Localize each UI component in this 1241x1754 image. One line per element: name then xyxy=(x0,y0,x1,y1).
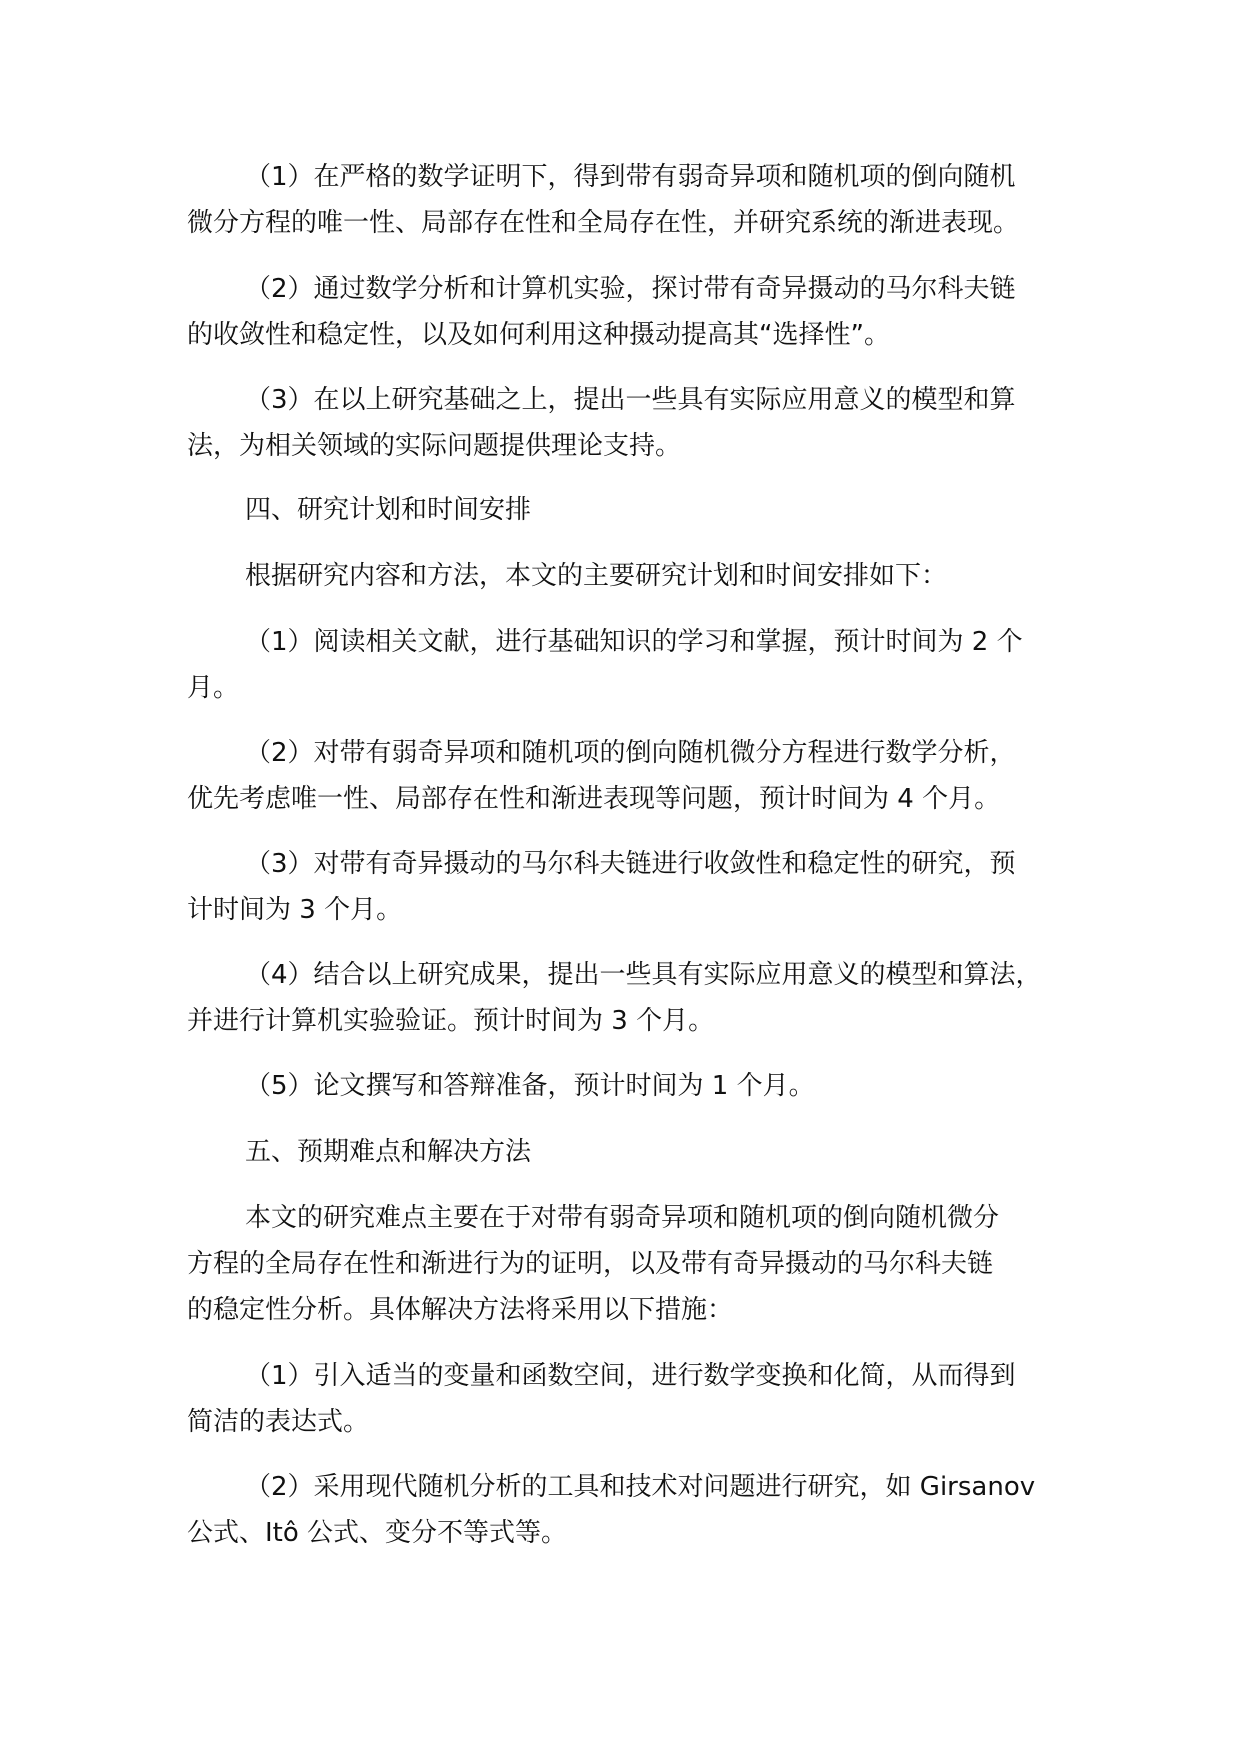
heading-text: 四、研究计划和时间安排 xyxy=(245,495,532,525)
text-line: 的稳定性分析。具体解决方法将采用以下措施： xyxy=(187,1295,734,1325)
heading-text: 五、预期难点和解决方法 xyxy=(245,1137,532,1167)
text-line: （2）通过数学分析和计算机实验，探讨带有奇异摄动的马尔科夫链 xyxy=(245,274,1016,304)
paragraph-research-goal-2 xyxy=(187,266,1087,358)
text-line: 法，为相关领域的实际问题提供理论支持。 xyxy=(187,431,682,461)
text-line: 本文的研究难点主要在于对带有弱奇异项和随机项的倒向随机微分 xyxy=(245,1203,1000,1233)
text-line: 公式、Itô 公式、变分不等式等。 xyxy=(187,1518,568,1548)
paragraph-method-2 xyxy=(187,1464,1087,1556)
text-line: 微分方程的唯一性、局部存在性和全局存在性，并研究系统的渐进表现。 xyxy=(187,208,1020,238)
text-line: 的收敛性和稳定性，以及如何利用这种摄动提高其“选择性”。 xyxy=(187,320,890,350)
paragraph-difficulties-intro xyxy=(187,1195,1087,1333)
text-line: 并进行计算机实验验证。预计时间为 3 个月。 xyxy=(187,1006,715,1036)
text-line: （1）在严格的数学证明下，得到带有弱奇异项和随机项的倒向随机 xyxy=(245,162,1016,192)
text-line: 月。 xyxy=(187,673,240,703)
text-line: （3）对带有奇异摄动的马尔科夫链进行收敛性和稳定性的研究，预 xyxy=(245,849,1016,879)
text-line: （5）论文撰写和答辩准备，预计时间为 1 个月。 xyxy=(245,1071,815,1101)
text-line: （1）阅读相关文献，进行基础知识的学习和掌握，预计时间为 2 个 xyxy=(245,627,1023,657)
section-heading-plan xyxy=(187,487,1087,533)
text-line: （2）对带有弱奇异项和随机项的倒向随机微分方程进行数学分析， xyxy=(245,738,1016,768)
paragraph-research-goal-1 xyxy=(187,154,1087,246)
paragraph-plan-step-5 xyxy=(187,1063,1087,1109)
text-line: （2）采用现代随机分析的工具和技术对问题进行研究，如 Girsanov xyxy=(245,1472,1036,1502)
text-line: （1）引入适当的变量和函数空间，进行数学变换和化简，从而得到 xyxy=(245,1361,1016,1391)
text-line: （4）结合以上研究成果，提出一些具有实际应用意义的模型和算法， xyxy=(245,960,1042,990)
paragraph-plan-step-3 xyxy=(187,841,1087,933)
text-line: 简洁的表达式。 xyxy=(187,1407,370,1437)
text-line: 根据研究内容和方法，本文的主要研究计划和时间安排如下： xyxy=(245,561,948,591)
paragraph-plan-step-2 xyxy=(187,730,1087,822)
paragraph-research-goal-3 xyxy=(187,377,1087,469)
text-line: 方程的全局存在性和渐进行为的证明，以及带有奇异摄动的马尔科夫链 xyxy=(187,1249,994,1279)
paragraph-method-1 xyxy=(187,1353,1087,1445)
paragraph-plan-step-4 xyxy=(187,952,1087,1044)
paragraph-plan-step-1 xyxy=(187,619,1087,711)
text-line: 计时间为 3 个月。 xyxy=(187,895,403,925)
text-line: 优先考虑唯一性、局部存在性和渐进表现等问题，预计时间为 4 个月。 xyxy=(187,784,1001,814)
paragraph-plan-intro xyxy=(187,553,1087,599)
section-heading-difficulties xyxy=(187,1129,1087,1175)
text-line: （3）在以上研究基础之上，提出一些具有实际应用意义的模型和算 xyxy=(245,385,1016,415)
